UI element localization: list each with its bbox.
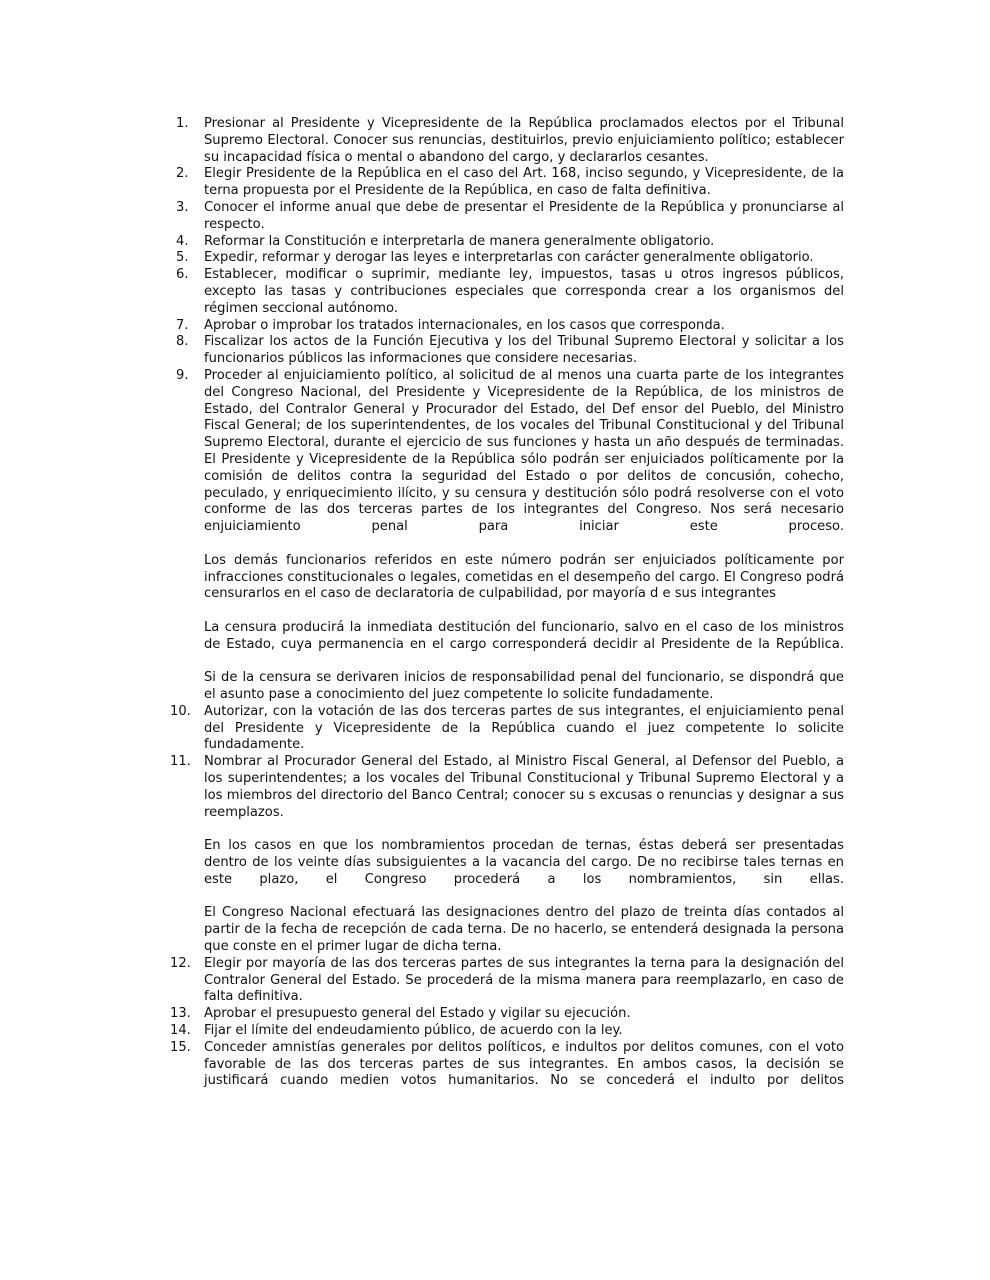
list-item-12 (170, 956, 844, 1006)
item-text: Elegir por mayoría de las dos terceras partes de sus integrantes la terna para la designación del Contralor General del Estado. Se procederá de la misma manera para reemplazarlo, en caso de falta definitiva. (204, 955, 844, 1005)
list-item-11 (170, 754, 844, 956)
item-text: Expedir, reformar y derogar las leyes e interpretarlas con carácter generalmente obligatorio. (204, 250, 814, 266)
item-text: Conceder amnistías generales por delitos políticos, e indultos por delitos comunes, con el voto favorable de las dos terceras partes de sus integrantes. En ambos casos, la decisión se justificará cuando medien votos humanitarios. No se concederá el indulto por delitos (204, 1039, 844, 1089)
list-item-5 (170, 250, 844, 267)
item-number: 1. (176, 116, 189, 131)
list-item-14 (170, 1023, 844, 1040)
list-item-10 (170, 704, 844, 754)
item-text: El Congreso Nacional efectuará las designaciones dentro del plazo de treinta días contados al partir de la fecha de recepción de cada terna. De no hacerlo, se entenderá designada la persona que conste en el primer lugar de dicha terna. (204, 905, 844, 955)
item-text: Fiscalizar los actos de la Función Ejecutiva y los del Tribunal Supremo Electoral y solicitar a los funcionarios públicos las informaciones que considere necesarias. (204, 334, 844, 367)
item-text: Nombrar al Procurador General del Estado, al Ministro Fiscal General, al Defensor del Pueblo, a los superintendentes; a los vocales del Tribunal Constitucional y Tribunal Supremo Electoral y a los miembros del directorio del Banco Central; conocer su s excusas o renuncias y designar a sus reemplazos. (204, 754, 844, 820)
item-text: Aprobar o improbar los tratados internacionales, en los casos que corresponda. (204, 317, 725, 333)
item-number: 12. (170, 955, 191, 971)
item-number: 13. (170, 1006, 191, 1022)
item-number: 10. (170, 703, 191, 719)
item-number: 6. (176, 267, 189, 283)
article-list (170, 116, 844, 1090)
list-item-13 (170, 1006, 844, 1023)
item-text: Elegir Presidente de la República en el caso del Art. 168, inciso segundo, y Vicepresidente, de la terna propuesta por el Presidente de la República, en caso de falta definitiva. (204, 166, 844, 199)
item-text: Reformar la Constitución e interpretarla de manera generalmente obligatorio. (204, 233, 715, 249)
item-number: 15. (170, 1039, 191, 1055)
list-item-3 (170, 200, 844, 234)
item-number: 14. (170, 1023, 191, 1039)
item-text: Si de la censura se derivaren inicios de responsabilidad penal del funcionario, se dispondrá que el asunto pase a conocimiento del juez competente lo solicite fundadamente. (204, 670, 844, 703)
item-text: En los casos en que los nombramientos procedan de ternas, éstas deberá ser presentadas dentro de los veinte días subsiguientes a la vacancia del cargo. De no recibirse tales ternas en este plazo, el Congreso procederá a los nombramientos, sin ellas. (204, 838, 844, 887)
list-item-4 (170, 234, 844, 251)
list-item-7 (170, 318, 844, 335)
item-number: 3. (176, 199, 189, 215)
item-text: Fijar el límite del endeudamiento público, de acuerdo con la ley. (204, 1023, 623, 1039)
list-item-15 (170, 1040, 844, 1090)
item-text: Conocer el informe anual que debe de presentar el Presidente de la República y pronunciarse al respecto. (204, 199, 844, 232)
item-text: Los demás funcionarios referidos en este número podrán ser enjuiciados políticamente por infracciones constitucionales o legales, cometidas en el desempeño del cargo. El Congreso podrá censurarlos en el caso de declaratoria de culpabilidad, por mayoría d e sus integrantes (204, 552, 844, 602)
list-item-2 (170, 166, 844, 200)
item-number: 7. (176, 317, 189, 333)
item-number: 5. (176, 250, 189, 266)
item-text: El Presidente y Vicepresidente de la República sólo podrán ser enjuiciados políticamente por la comisión de delitos contra la seguridad del Estado o por delitos de concusión, cohecho, peculado, y enriquecimiento ilícito, y su censura y destitución sólo podrá resolverse con el voto conforme de las dos terceras partes de los integrantes del Congreso. Nos será necesario enjuiciamiento penal para iniciar este proceso. (204, 451, 844, 535)
item-text: Proceder al enjuiciamiento político, al solicitud de al menos una cuarta parte de los integrantes del Congreso Nacional, del Presidente y Vicepresidente de la República, de los ministros de Estado, del Contralor General y Procurador del Estado, del Def ensor del Pueblo, del Ministro Fiscal General; de los superintendentes, de los vocales del Tribunal Constitucional y del Tribunal Supremo Electoral, durante el ejercicio de sus funciones y hasta un año después de terminadas. (204, 367, 844, 451)
item-text: La censura producirá la inmediata destitución del funcionario, salvo en el caso de los ministros de Estado, cuya permanencia en el cargo corresponderá decidir al Presidente de la República. (204, 619, 844, 652)
item-number: 8. (176, 334, 189, 350)
item-number: 11. (170, 754, 191, 770)
item-text: Aprobar el presupuesto general del Estado y vigilar su ejecución. (204, 1006, 631, 1022)
item-text: Presionar al Presidente y Vicepresidente de la República proclamados electos por el Tribunal Supremo Electoral. Conocer sus renuncias, destituirlos, previo enjuiciamiento político; establecer su incapacidad física o mental o abandono del cargo, y declararlos cesantes. (204, 116, 844, 165)
item-text: Autorizar, con la votación de las dos terceras partes de sus integrantes, el enjuiciamiento penal del Presidente y Vicepresidente de la República cuando el juez competente lo solicite fundadamente. (204, 703, 844, 753)
list-item-8 (170, 334, 844, 368)
item-text: Establecer, modificar o suprimir, mediante ley, impuestos, tasas u otros ingresos públicos, excepto las tasas y contribuciones especiales que corresponda crear a los organismos del régimen seccional autónomo. (204, 267, 844, 316)
list-item-1 (170, 116, 844, 166)
item-number: 4. (176, 233, 189, 249)
list-item-6 (170, 267, 844, 317)
item-number: 9. (176, 367, 189, 383)
list-item-9 (170, 368, 844, 704)
item-number: 2. (176, 166, 189, 182)
